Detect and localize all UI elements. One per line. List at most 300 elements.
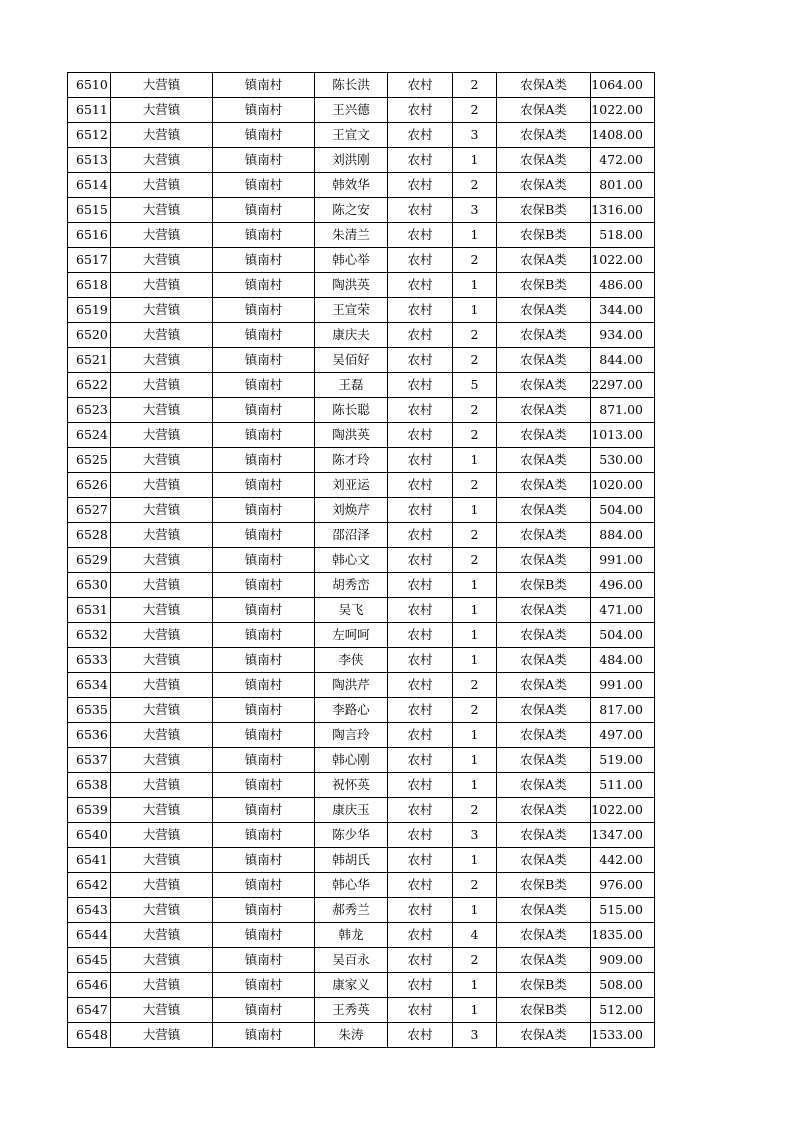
family-size-cell: 2 [453,698,497,723]
town-cell: 大营镇 [111,698,213,723]
serial-number-cell: 6542 [68,873,111,898]
name-cell: 韩龙 [315,923,388,948]
village-cell: 镇南村 [213,973,315,998]
household-type-cell: 农村 [388,73,453,98]
amount-cell: 909.00 [591,948,655,973]
family-size-cell: 3 [453,823,497,848]
family-size-cell: 1 [453,723,497,748]
family-size-cell: 1 [453,623,497,648]
category-cell: 农保B类 [497,973,591,998]
town-cell: 大营镇 [111,548,213,573]
family-size-cell: 2 [453,873,497,898]
family-size-cell: 2 [453,948,497,973]
household-type-cell: 农村 [388,123,453,148]
town-cell: 大营镇 [111,623,213,648]
town-cell: 大营镇 [111,73,213,98]
table-row [68,573,655,598]
amount-cell: 871.00 [591,398,655,423]
household-type-cell: 农村 [388,773,453,798]
amount-cell: 844.00 [591,348,655,373]
household-type-cell: 农村 [388,648,453,673]
serial-number-cell: 6519 [68,298,111,323]
category-cell: 农保A类 [497,798,591,823]
category-cell: 农保A类 [497,448,591,473]
serial-number-cell: 6510 [68,73,111,98]
household-type-cell: 农村 [388,998,453,1023]
household-type-cell: 农村 [388,1023,453,1048]
household-type-cell: 农村 [388,623,453,648]
town-cell: 大营镇 [111,173,213,198]
category-cell: 农保A类 [497,898,591,923]
village-cell: 镇南村 [213,648,315,673]
serial-number-cell: 6537 [68,748,111,773]
table-row [68,548,655,573]
category-cell: 农保A类 [497,923,591,948]
category-cell: 农保A类 [497,598,591,623]
serial-number-cell: 6526 [68,473,111,498]
category-cell: 农保B类 [497,223,591,248]
table-row [68,723,655,748]
amount-cell: 518.00 [591,223,655,248]
category-cell: 农保A类 [497,248,591,273]
table-row [68,823,655,848]
family-size-cell: 3 [453,1023,497,1048]
household-type-cell: 农村 [388,198,453,223]
serial-number-cell: 6523 [68,398,111,423]
name-cell: 陈才玲 [315,448,388,473]
amount-cell: 991.00 [591,673,655,698]
family-size-cell: 1 [453,273,497,298]
household-type-cell: 农村 [388,373,453,398]
serial-number-cell: 6515 [68,198,111,223]
village-cell: 镇南村 [213,73,315,98]
name-cell: 陶言玲 [315,723,388,748]
family-size-cell: 1 [453,298,497,323]
amount-cell: 484.00 [591,648,655,673]
village-cell: 镇南村 [213,173,315,198]
name-cell: 康庆夫 [315,323,388,348]
category-cell: 农保A类 [497,823,591,848]
amount-cell: 519.00 [591,748,655,773]
table-row [68,998,655,1023]
village-cell: 镇南村 [213,523,315,548]
name-cell: 吴百永 [315,948,388,973]
household-type-cell: 农村 [388,348,453,373]
family-size-cell: 3 [453,123,497,148]
name-cell: 陈长聪 [315,398,388,423]
household-type-cell: 农村 [388,398,453,423]
table-row [68,148,655,173]
household-type-cell: 农村 [388,823,453,848]
household-type-cell: 农村 [388,723,453,748]
household-type-cell: 农村 [388,573,453,598]
town-cell: 大营镇 [111,323,213,348]
town-cell: 大营镇 [111,523,213,548]
village-cell: 镇南村 [213,198,315,223]
town-cell: 大营镇 [111,773,213,798]
category-cell: 农保A类 [497,723,591,748]
table-row [68,323,655,348]
table-row [68,598,655,623]
table-body [68,73,655,1048]
town-cell: 大营镇 [111,398,213,423]
serial-number-cell: 6546 [68,973,111,998]
serial-number-cell: 6516 [68,223,111,248]
household-type-cell: 农村 [388,948,453,973]
serial-number-cell: 6533 [68,648,111,673]
family-size-cell: 1 [453,648,497,673]
category-cell: 农保A类 [497,773,591,798]
category-cell: 农保A类 [497,98,591,123]
name-cell: 陶洪英 [315,273,388,298]
village-cell: 镇南村 [213,698,315,723]
name-cell: 李侠 [315,648,388,673]
town-cell: 大营镇 [111,573,213,598]
serial-number-cell: 6512 [68,123,111,148]
table-row [68,73,655,98]
village-cell: 镇南村 [213,273,315,298]
table-row [68,848,655,873]
village-cell: 镇南村 [213,623,315,648]
household-type-cell: 农村 [388,748,453,773]
category-cell: 农保A类 [497,548,591,573]
table-row [68,798,655,823]
table-row [68,698,655,723]
household-type-cell: 农村 [388,673,453,698]
family-size-cell: 4 [453,923,497,948]
family-size-cell: 1 [453,848,497,873]
category-cell: 农保B类 [497,273,591,298]
table-row [68,398,655,423]
serial-number-cell: 6513 [68,148,111,173]
category-cell: 农保B类 [497,573,591,598]
amount-cell: 497.00 [591,723,655,748]
family-size-cell: 2 [453,673,497,698]
town-cell: 大营镇 [111,673,213,698]
serial-number-cell: 6518 [68,273,111,298]
household-type-cell: 农村 [388,898,453,923]
name-cell: 王宣文 [315,123,388,148]
family-size-cell: 1 [453,598,497,623]
category-cell: 农保B类 [497,198,591,223]
village-cell: 镇南村 [213,373,315,398]
amount-cell: 1316.00 [591,198,655,223]
village-cell: 镇南村 [213,798,315,823]
town-cell: 大营镇 [111,148,213,173]
table-row [68,273,655,298]
category-cell: 农保A类 [497,698,591,723]
village-cell: 镇南村 [213,598,315,623]
serial-number-cell: 6548 [68,1023,111,1048]
family-size-cell: 1 [453,973,497,998]
village-cell: 镇南村 [213,448,315,473]
name-cell: 康庆玉 [315,798,388,823]
serial-number-cell: 6536 [68,723,111,748]
serial-number-cell: 6520 [68,323,111,348]
name-cell: 陈少华 [315,823,388,848]
village-cell: 镇南村 [213,98,315,123]
name-cell: 韩心文 [315,548,388,573]
family-size-cell: 2 [453,473,497,498]
household-type-cell: 农村 [388,173,453,198]
category-cell: 农保A类 [497,673,591,698]
amount-cell: 1835.00 [591,923,655,948]
amount-cell: 2297.00 [591,373,655,398]
family-size-cell: 1 [453,773,497,798]
family-size-cell: 2 [453,323,497,348]
household-type-cell: 农村 [388,323,453,348]
amount-cell: 471.00 [591,598,655,623]
table-row [68,98,655,123]
amount-cell: 1408.00 [591,123,655,148]
table-row [68,748,655,773]
family-size-cell: 1 [453,898,497,923]
name-cell: 王兴德 [315,98,388,123]
amount-cell: 508.00 [591,973,655,998]
family-size-cell: 2 [453,798,497,823]
household-type-cell: 农村 [388,798,453,823]
category-cell: 农保A类 [497,123,591,148]
name-cell: 韩心刚 [315,748,388,773]
serial-number-cell: 6514 [68,173,111,198]
town-cell: 大营镇 [111,473,213,498]
name-cell: 王磊 [315,373,388,398]
amount-cell: 530.00 [591,448,655,473]
family-size-cell: 1 [453,573,497,598]
category-cell: 农保A类 [497,423,591,448]
amount-cell: 1020.00 [591,473,655,498]
village-cell: 镇南村 [213,873,315,898]
table-row [68,373,655,398]
name-cell: 吴飞 [315,598,388,623]
household-type-cell: 农村 [388,223,453,248]
category-cell: 农保A类 [497,73,591,98]
name-cell: 吴佰好 [315,348,388,373]
name-cell: 韩效华 [315,173,388,198]
amount-cell: 934.00 [591,323,655,348]
family-size-cell: 1 [453,448,497,473]
serial-number-cell: 6530 [68,573,111,598]
amount-cell: 976.00 [591,873,655,898]
village-cell: 镇南村 [213,723,315,748]
serial-number-cell: 6545 [68,948,111,973]
household-type-cell: 农村 [388,448,453,473]
town-cell: 大营镇 [111,348,213,373]
category-cell: 农保A类 [497,1023,591,1048]
family-size-cell: 1 [453,998,497,1023]
village-cell: 镇南村 [213,998,315,1023]
amount-cell: 504.00 [591,498,655,523]
name-cell: 康家义 [315,973,388,998]
village-cell: 镇南村 [213,823,315,848]
category-cell: 农保A类 [497,748,591,773]
table-row [68,448,655,473]
table-row [68,898,655,923]
name-cell: 刘焕芹 [315,498,388,523]
table-row [68,673,655,698]
name-cell: 韩心华 [315,873,388,898]
household-type-cell: 农村 [388,273,453,298]
town-cell: 大营镇 [111,223,213,248]
household-type-cell: 农村 [388,248,453,273]
table-row [68,623,655,648]
village-cell: 镇南村 [213,848,315,873]
village-cell: 镇南村 [213,573,315,598]
category-cell: 农保A类 [497,298,591,323]
town-cell: 大营镇 [111,248,213,273]
table-row [68,648,655,673]
table-row [68,223,655,248]
village-cell: 镇南村 [213,948,315,973]
category-cell: 农保A类 [497,948,591,973]
amount-cell: 486.00 [591,273,655,298]
name-cell: 韩心举 [315,248,388,273]
amount-cell: 515.00 [591,898,655,923]
serial-number-cell: 6534 [68,673,111,698]
amount-cell: 1064.00 [591,73,655,98]
category-cell: 农保A类 [497,848,591,873]
serial-number-cell: 6538 [68,773,111,798]
amount-cell: 472.00 [591,148,655,173]
town-cell: 大营镇 [111,948,213,973]
household-type-cell: 农村 [388,848,453,873]
category-cell: 农保A类 [497,648,591,673]
name-cell: 陶洪英 [315,423,388,448]
town-cell: 大营镇 [111,273,213,298]
family-size-cell: 2 [453,73,497,98]
serial-number-cell: 6531 [68,598,111,623]
town-cell: 大营镇 [111,373,213,398]
amount-cell: 1347.00 [591,823,655,848]
family-size-cell: 2 [453,173,497,198]
town-cell: 大营镇 [111,848,213,873]
table-row [68,973,655,998]
village-cell: 镇南村 [213,223,315,248]
town-cell: 大营镇 [111,98,213,123]
household-type-cell: 农村 [388,498,453,523]
table-row [68,1023,655,1048]
serial-number-cell: 6528 [68,523,111,548]
table-row [68,198,655,223]
village-cell: 镇南村 [213,398,315,423]
amount-cell: 1013.00 [591,423,655,448]
town-cell: 大营镇 [111,448,213,473]
village-cell: 镇南村 [213,473,315,498]
family-size-cell: 2 [453,423,497,448]
family-size-cell: 2 [453,248,497,273]
amount-cell: 1533.00 [591,1023,655,1048]
category-cell: 农保B类 [497,873,591,898]
amount-cell: 496.00 [591,573,655,598]
name-cell: 朱涛 [315,1023,388,1048]
table-row [68,948,655,973]
village-cell: 镇南村 [213,298,315,323]
village-cell: 镇南村 [213,323,315,348]
family-size-cell: 5 [453,373,497,398]
name-cell: 胡秀峦 [315,573,388,598]
amount-cell: 511.00 [591,773,655,798]
family-size-cell: 2 [453,348,497,373]
name-cell: 王秀英 [315,998,388,1023]
amount-cell: 442.00 [591,848,655,873]
town-cell: 大营镇 [111,923,213,948]
town-cell: 大营镇 [111,423,213,448]
serial-number-cell: 6524 [68,423,111,448]
serial-number-cell: 6527 [68,498,111,523]
amount-cell: 344.00 [591,298,655,323]
family-size-cell: 1 [453,148,497,173]
serial-number-cell: 6521 [68,348,111,373]
town-cell: 大营镇 [111,498,213,523]
town-cell: 大营镇 [111,648,213,673]
serial-number-cell: 6541 [68,848,111,873]
table-row [68,298,655,323]
village-cell: 镇南村 [213,423,315,448]
household-type-cell: 农村 [388,98,453,123]
town-cell: 大营镇 [111,973,213,998]
household-type-cell: 农村 [388,298,453,323]
table-row [68,773,655,798]
name-cell: 邵沼泽 [315,523,388,548]
table-row [68,248,655,273]
serial-number-cell: 6529 [68,548,111,573]
household-type-cell: 农村 [388,973,453,998]
serial-number-cell: 6547 [68,998,111,1023]
name-cell: 郝秀兰 [315,898,388,923]
table-row [68,423,655,448]
category-cell: 农保A类 [497,148,591,173]
town-cell: 大营镇 [111,598,213,623]
category-cell: 农保A类 [497,523,591,548]
town-cell: 大营镇 [111,798,213,823]
amount-cell: 817.00 [591,698,655,723]
amount-cell: 512.00 [591,998,655,1023]
category-cell: 农保A类 [497,323,591,348]
category-cell: 农保A类 [497,373,591,398]
name-cell: 祝怀英 [315,773,388,798]
category-cell: 农保B类 [497,998,591,1023]
serial-number-cell: 6544 [68,923,111,948]
village-cell: 镇南村 [213,773,315,798]
category-cell: 农保A类 [497,173,591,198]
town-cell: 大营镇 [111,1023,213,1048]
village-cell: 镇南村 [213,1023,315,1048]
household-type-cell: 农村 [388,923,453,948]
village-cell: 镇南村 [213,748,315,773]
table-row [68,923,655,948]
household-type-cell: 农村 [388,523,453,548]
town-cell: 大营镇 [111,198,213,223]
town-cell: 大营镇 [111,298,213,323]
amount-cell: 1022.00 [591,248,655,273]
amount-cell: 991.00 [591,548,655,573]
serial-number-cell: 6517 [68,248,111,273]
relief-roster-table [67,72,655,1048]
category-cell: 农保A类 [497,623,591,648]
name-cell: 陈长洪 [315,73,388,98]
table-row [68,473,655,498]
town-cell: 大营镇 [111,998,213,1023]
name-cell: 李路心 [315,698,388,723]
name-cell: 陈之安 [315,198,388,223]
table-row [68,173,655,198]
table-row [68,348,655,373]
town-cell: 大营镇 [111,723,213,748]
serial-number-cell: 6525 [68,448,111,473]
village-cell: 镇南村 [213,898,315,923]
family-size-cell: 1 [453,223,497,248]
town-cell: 大营镇 [111,873,213,898]
